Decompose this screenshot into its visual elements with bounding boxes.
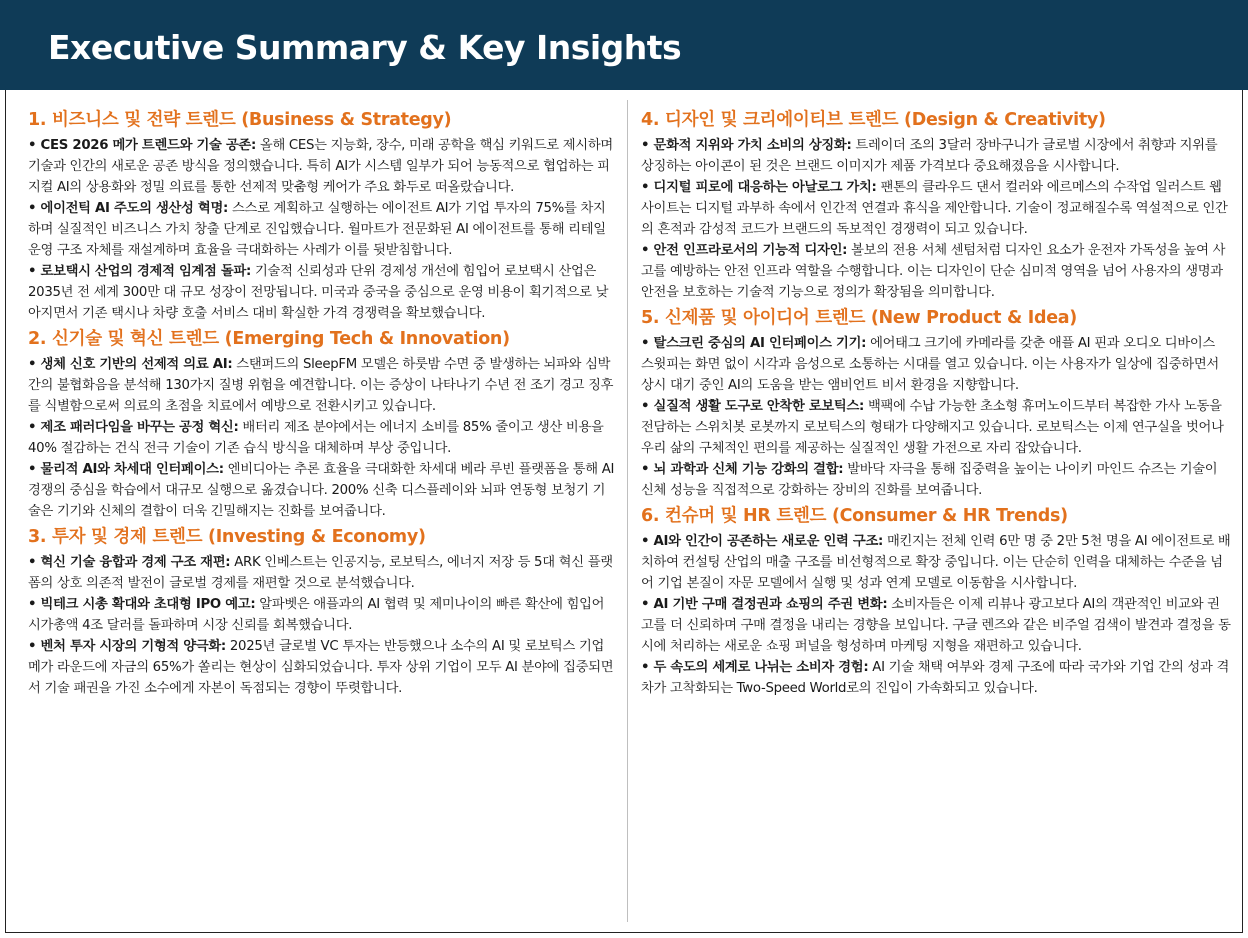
bullet-text: 엔비디아는 추론 효율을 극대화한 차세대 베라 루빈 플랫폼을 통해 AI 경쟁의 중심을 학습에서 대규모 실행으로 옮겼습니다. 200% 신축 디스플레이와 뇌파 연동형 보청기 기술은 기기와 신체의 결합이 더욱 긴밀해지는 진화를 보여줍니다. bbox=[28, 462, 615, 519]
bullet-text: AI 기술 채택 여부와 경제 구조에 따라 국가와 기업 간의 성과 격차가 고착화되는 Two-Speed World로의 진입이 가속화되고 있습니다. bbox=[641, 660, 1229, 696]
bullet-text: 2025년 글로벌 VC 투자는 반등했으나 소수의 AI 및 로보틱스 기업 메가 라운드에 자금의 65%가 쏠리는 현상이 심화되었습니다. 투자 상위 기업이 모두 AI 분야에 집중되면서 기술 패권을 가진 소수에게 자본이 독점되는 경향이 뚜렷합니다. bbox=[28, 639, 614, 696]
bullet-label: • 빅테크 시총 확대와 초대형 IPO 예고: bbox=[28, 597, 256, 612]
bullet-label: • 안전 인프라로서의 기능적 디자인: bbox=[641, 243, 848, 258]
bullet-label: • 로보택시 산업의 경제적 임계점 돌파: bbox=[28, 264, 252, 279]
bullet-item bbox=[641, 240, 1231, 303]
bullet-label: • 벤처 투자 시장의 기형적 양극화: bbox=[28, 639, 226, 654]
bullet-item bbox=[28, 417, 616, 459]
bullet-item bbox=[28, 636, 616, 699]
bullet-label: • CES 2026 메가 트렌드와 기술 공존: bbox=[28, 138, 256, 153]
bullet-text: 기술적 신뢰성과 단위 경제성 개선에 힘입어 로보택시 산업은 2035년 전 세계 300만 대 규모 성장이 전망됩니다. 미국과 중국을 중심으로 운영 비용이 획기적으로 낮아지면서 기존 택시나 차량 호출 서비스 대비 확실한 가격 경쟁력을 확보했습니다. bbox=[28, 264, 609, 321]
bullet-item bbox=[641, 657, 1231, 699]
bullet-item bbox=[641, 531, 1231, 594]
bullet-text: 백팩에 수납 가능한 초소형 휴머노이드부터 복잡한 가사 노동을 전담하는 스위치봇 로봇까지 로보틱스의 형태가 다양해지고 있습니다. 로보틱스는 이제 연구실을 벗어나 우리 삶의 구체적인 편의를 제공하는 실질적인 생활 가전으로 자리 잡았습니다. bbox=[641, 399, 1224, 456]
bullet-label: • 에이전틱 AI 주도의 생산성 혁명: bbox=[28, 201, 229, 216]
bullet-text: 에어태그 크기에 카메라를 갖춘 애플 AI 핀과 오디오 디바이스 스윗피는 화면 없이 시각과 음성으로 소통하는 시대를 열고 있습니다. 이는 사용자가 일상에 집중하면서 상시 대기 중인 AI의 도움을 받는 앰비언트 비서 환경을 지향합니다. bbox=[641, 336, 1219, 393]
bullet-label: • 두 속도의 세계로 나뉘는 소비자 경험: bbox=[641, 660, 869, 675]
bullet-text: 스스로 계획하고 실행하는 에이전트 AI가 기업 투자의 75%를 차지하며 실질적인 비즈니스 가치 창출 단계로 진입했습니다. 월마트가 전문화된 AI 에이전트를 통해 리테일 운영 구조 자체를 재설계하며 효율을 극대화하는 사례가 이를 뒷받침합니다. bbox=[28, 201, 606, 258]
bullet-text: 매킨지는 전체 인력 6만 명 중 2만 5천 명을 AI 에이전트로 배치하여 컨설팅 산업의 매출 구조를 비선형적으로 확장 중입니다. 이는 단순히 인력을 대체하는 수준을 넘어 기업 본질이 자문 모델에서 실행 및 성과 연계 모델로 이동함을 시사합니다. bbox=[641, 534, 1231, 591]
bullet-item bbox=[28, 552, 616, 594]
left-column bbox=[28, 107, 616, 701]
bullet-label: • 생체 신호 기반의 선제적 의료 AI: bbox=[28, 357, 233, 372]
bullet-label: • 탈스크린 중심의 AI 인터페이스 기기: bbox=[641, 336, 867, 351]
header-banner bbox=[0, 0, 1248, 90]
bullet-text: 소비자들은 이제 리뷰나 광고보다 AI의 객관적인 비교와 권고를 더 신뢰하며 구매 결정을 내리는 경향을 보입니다. 구글 렌즈와 같은 비주얼 검색이 발견과 결정을 동시에 처리하는 새로운 쇼핑 퍼널을 형성하며 마케팅 지형을 재편하고 있습니다. bbox=[641, 597, 1231, 654]
bullet-label: • 뇌 과학과 신체 기능 강화의 결합: bbox=[641, 462, 844, 477]
section-3 bbox=[28, 524, 616, 699]
bullet-label: • 혁신 기술 융합과 경제 구조 재편: bbox=[28, 555, 231, 570]
section-title: 1. 비즈니스 및 전략 트렌드 (Business & Strategy) bbox=[28, 110, 452, 130]
bullet-label: • AI 기반 구매 결정권과 쇼핑의 주권 변화: bbox=[641, 597, 888, 612]
bullet-item bbox=[28, 459, 616, 522]
bullet-item bbox=[641, 177, 1231, 240]
section-4 bbox=[641, 107, 1231, 303]
section-6 bbox=[641, 503, 1231, 699]
bullet-text: 알파벳은 애플과의 AI 협력 및 제미나이의 빠른 확산에 힘입어 시가총액 4조 달러를 돌파하며 시장 신뢰를 회복했습니다. bbox=[28, 597, 605, 633]
bullet-label: • 실질적 생활 도구로 안착한 로보틱스: bbox=[641, 399, 865, 414]
bullet-item bbox=[641, 594, 1231, 657]
bullet-text: 올해 CES는 지능화, 장수, 미래 공학을 핵심 키워드로 제시하며 기술과 인간의 새로운 공존 방식을 정의했습니다. 특히 AI가 시스템 일부가 되어 능동적으로 협업하는 피지컬 AI의 상용화와 정밀 의료를 통한 선제적 맞춤형 케어가 주요 화두로 떠올랐습니다. bbox=[28, 138, 613, 195]
section-2 bbox=[28, 326, 616, 522]
bullet-text: ARK 인베스트는 인공지능, 로보틱스, 에너지 저장 등 5대 혁신 플랫폼의 상호 의존적 발전이 글로벌 경제를 재편할 것으로 분석했습니다. bbox=[28, 555, 613, 591]
section-5 bbox=[641, 305, 1231, 501]
page-title: Executive Summary & Key Insights bbox=[48, 28, 682, 67]
bullet-text: 배터리 제조 분야에서는 에너지 소비를 85% 줄이고 생산 비용을 40% 절감하는 건식 전극 기술이 기존 습식 방식을 대체하며 부상 중입니다. bbox=[28, 420, 604, 456]
bullet-label: • 물리적 AI와 차세대 인터페이스: bbox=[28, 462, 224, 477]
bullet-label: • 제조 패러다임을 바꾸는 공정 혁신: bbox=[28, 420, 239, 435]
bullet-text: 트레이더 조의 3달러 장바구니가 글로벌 시장에서 취향과 지위를 상징하는 아이콘이 된 것은 브랜드 이미지가 제품 가격보다 중요해졌음을 시사합니다. bbox=[641, 138, 1218, 174]
bullet-label: • 문화적 지위와 가치 소비의 상징화: bbox=[641, 138, 852, 153]
column-divider bbox=[627, 100, 628, 922]
bullet-label: • AI와 인간이 공존하는 새로운 인력 구조: bbox=[641, 534, 884, 549]
bullet-text: 볼보의 전용 서체 센텀처럼 디자인 요소가 운전자 가독성을 높여 사고를 예방하는 안전 인프라 역할을 수행합니다. 이는 디자인이 단순 심미적 영역을 넘어 사용자의 생명과 안전을 보호하는 기술적 기능으로 정의가 확장됨을 의미합니다. bbox=[641, 243, 1226, 300]
bullet-item bbox=[641, 396, 1231, 459]
section-title: 6. 컨슈머 및 HR 트렌드 (Consumer & HR Trends) bbox=[641, 506, 1068, 526]
bullet-text: 발바닥 자극을 통해 집중력을 높이는 나이키 마인드 슈즈는 기술이 신체 성능을 직접적으로 강화하는 장비의 진화를 보여줍니다. bbox=[641, 462, 1218, 498]
section-title: 3. 투자 및 경제 트렌드 (Investing & Economy) bbox=[28, 527, 426, 547]
bullet-text: 팬톤의 클라우드 댄서 컬러와 에르메스의 수작업 일러스트 웹사이트는 디지털 과부하 속에서 인간적 연결과 휴식을 제안합니다. 기술이 정교해질수록 역설적으로 인간의 흔적과 감성적 코드가 브랜드의 독보적인 경쟁력이 되고 있습니다. bbox=[641, 180, 1228, 237]
bullet-item bbox=[28, 261, 616, 324]
section-title: 5. 신제품 및 아이디어 트렌드 (New Product & Idea) bbox=[641, 308, 1077, 328]
right-column bbox=[641, 107, 1231, 701]
bullet-item bbox=[28, 354, 616, 417]
bullet-item bbox=[641, 459, 1231, 501]
bullet-item bbox=[641, 135, 1231, 177]
bullet-item bbox=[641, 333, 1231, 396]
section-title: 4. 디자인 및 크리에이티브 트렌드 (Design & Creativity) bbox=[641, 110, 1106, 130]
bullet-label: • 디지털 피로에 대응하는 아날로그 가치: bbox=[641, 180, 877, 195]
section-title: 2. 신기술 및 혁신 트렌드 (Emerging Tech & Innovation) bbox=[28, 329, 510, 349]
bullet-text: 스탠퍼드의 SleepFM 모델은 하룻밤 수면 중 발생하는 뇌파와 심박 간의 불협화음을 분석해 130가지 질병 위험을 예견합니다. 이는 증상이 나타나기 수년 전 조기 경고 징후를 식별함으로써 의료의 초점을 치료에서 예방으로 전환시키고 있습니다. bbox=[28, 357, 614, 414]
section-1 bbox=[28, 107, 616, 324]
bullet-item bbox=[28, 594, 616, 636]
bullet-item bbox=[28, 198, 616, 261]
bullet-item bbox=[28, 135, 616, 198]
